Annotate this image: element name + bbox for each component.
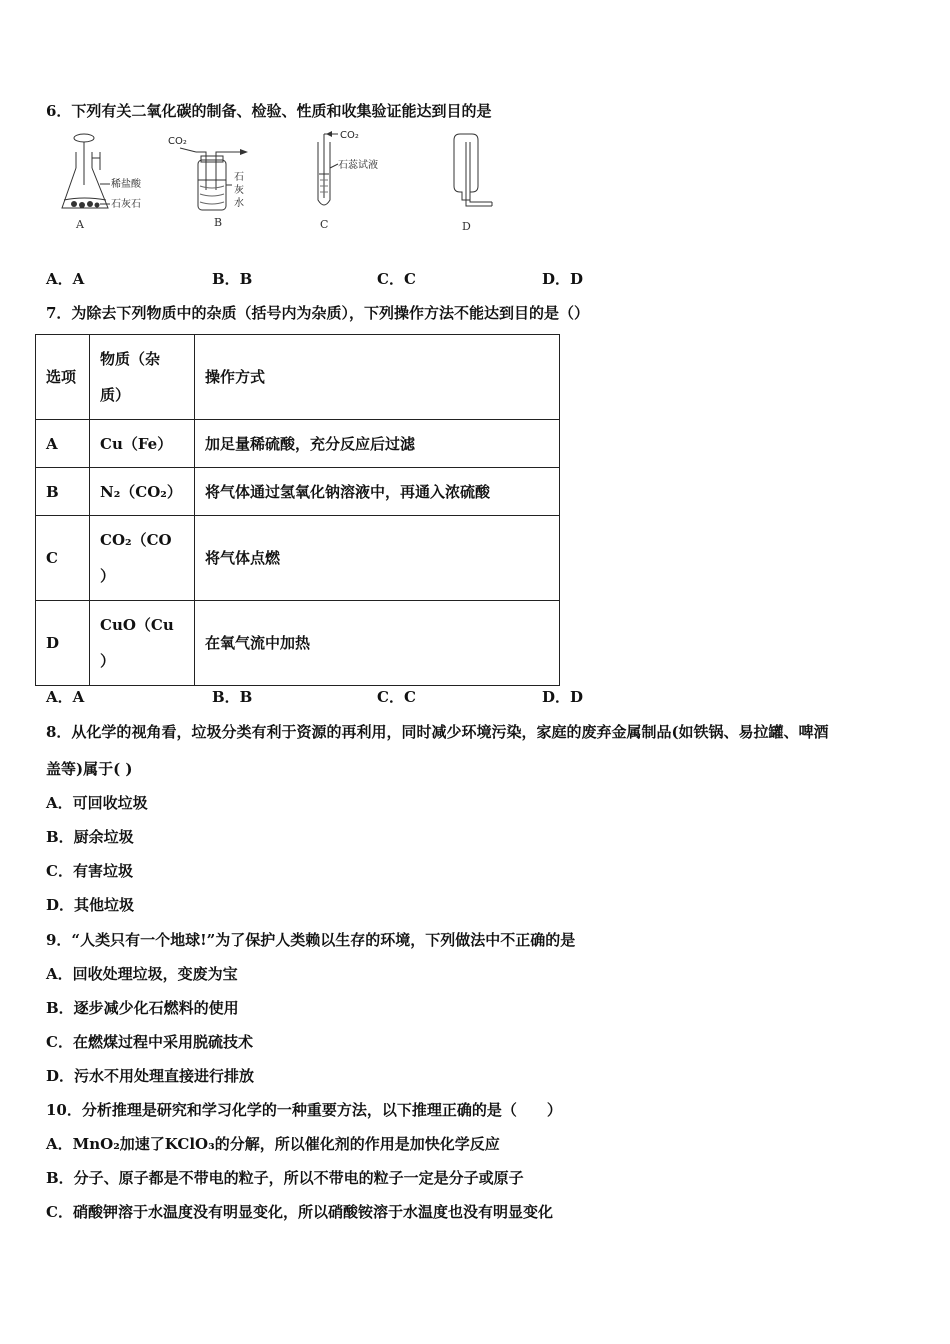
row-c-substance-line2: ） bbox=[100, 567, 116, 585]
q7-table bbox=[35, 334, 560, 686]
q7-option-a[interactable]: A．A bbox=[46, 688, 85, 706]
test-tube-icon bbox=[308, 130, 408, 230]
row-a-method: 加足量稀硫酸，充分反应后过滤 bbox=[195, 420, 560, 468]
header-method: 操作方式 bbox=[195, 335, 560, 420]
figure-b bbox=[168, 130, 268, 230]
inverted-bottle-icon bbox=[446, 130, 506, 230]
figure-b-co2: CO₂ bbox=[168, 136, 187, 147]
q6-option-b[interactable]: B．B bbox=[212, 270, 253, 288]
figure-d-label: D bbox=[462, 220, 471, 233]
figure-a-annotation-2: 石灰石 bbox=[111, 199, 141, 210]
table-row bbox=[36, 468, 560, 516]
header-substance-line1: 物质（杂 bbox=[100, 350, 161, 368]
q10-option-c[interactable]: C．硝酸钾溶于水温度没有明显变化，所以硝酸铵溶于水温度也没有明显变化 bbox=[46, 1203, 553, 1221]
q7-option-c[interactable]: C．C bbox=[377, 688, 416, 706]
row-c-method: 将气体点燃 bbox=[195, 516, 560, 601]
figure-b-label: B bbox=[214, 216, 223, 229]
row-d-substance-line2: ） bbox=[100, 652, 116, 670]
row-a-substance: Cu（Fe） bbox=[90, 420, 195, 468]
q9-option-c[interactable]: C．在燃煤过程中采用脱硫技术 bbox=[46, 1033, 253, 1051]
row-a-option: A bbox=[36, 420, 90, 468]
header-option: 选项 bbox=[36, 335, 90, 420]
q7-option-b[interactable]: B．B bbox=[212, 688, 253, 706]
q10-stem: 10．分析推理是研究和学习化学的一种重要方法，以下推理正确的是（ ） bbox=[46, 1101, 562, 1119]
table-row bbox=[36, 420, 560, 468]
table-header-row bbox=[36, 335, 560, 420]
figure-a-label: A bbox=[76, 218, 84, 231]
figure-b-annotation-3: 水 bbox=[234, 198, 244, 209]
q8-stem-line1: 8．从化学的视角看，垃圾分类有利于资源的再利用，同时减少环境污染，家庭的废弃金属制品(如铁锅、易拉罐、啤酒 bbox=[46, 723, 829, 741]
q6-figures bbox=[46, 130, 546, 240]
row-b-substance: N₂（CO₂） bbox=[90, 468, 195, 516]
q8-option-d[interactable]: D．其他垃圾 bbox=[46, 896, 135, 914]
q7-option-d[interactable]: D．D bbox=[542, 688, 584, 706]
figure-c-annotation: 石蕊试液 bbox=[338, 160, 378, 171]
q6-option-a[interactable]: A．A bbox=[46, 270, 85, 288]
q9-option-a[interactable]: A．回收处理垃圾，变废为宝 bbox=[46, 965, 238, 983]
q9-option-d[interactable]: D．污水不用处理直接进行排放 bbox=[46, 1067, 255, 1085]
row-d-substance-line1: CuO（Cu bbox=[100, 616, 174, 634]
q10-option-a[interactable]: A．MnO₂加速了KClO₃的分解，所以催化剂的作用是加快化学反应 bbox=[46, 1135, 500, 1153]
q8-stem-line2: 盖等)属于( ) bbox=[46, 760, 133, 778]
row-c-substance bbox=[90, 516, 195, 601]
header-substance-line2: 质） bbox=[100, 386, 131, 404]
row-d-option: D bbox=[36, 601, 90, 686]
flask-apparatus-icon bbox=[56, 130, 156, 230]
row-b-method: 将气体通过氢氧化钠溶液中，再通入浓硫酸 bbox=[195, 468, 560, 516]
row-b-option: B bbox=[36, 468, 90, 516]
q10-option-b[interactable]: B．分子、原子都是不带电的粒子，所以不带电的粒子一定是分子或原子 bbox=[46, 1169, 524, 1187]
row-d-method: 在氧气流中加热 bbox=[195, 601, 560, 686]
table-row bbox=[36, 601, 560, 686]
figure-b-annotation-1: 石 bbox=[234, 172, 244, 183]
q6-options bbox=[46, 268, 746, 290]
row-d-substance bbox=[90, 601, 195, 686]
figure-a bbox=[56, 130, 156, 230]
q7-stem: 7．为除去下列物质中的杂质（括号内为杂质），下列操作方法不能达到目的是（） bbox=[46, 304, 589, 322]
figure-d bbox=[446, 130, 506, 233]
figure-b-annotation-2: 灰 bbox=[234, 185, 244, 196]
q9-stem: 9．“人类只有一个地球!”为了保护人类赖以生存的环境，下列做法中不正确的是 bbox=[46, 931, 576, 949]
q8-option-c[interactable]: C．有害垃圾 bbox=[46, 862, 133, 880]
q7-options bbox=[46, 686, 746, 708]
figure-a-annotation-1: 稀盐酸 bbox=[111, 179, 141, 190]
row-c-option: C bbox=[36, 516, 90, 601]
gas-bottle-icon bbox=[168, 130, 268, 230]
table-row bbox=[36, 516, 560, 601]
header-substance bbox=[90, 335, 195, 420]
row-c-substance-line1: CO₂（CO bbox=[100, 531, 172, 549]
q9-option-b[interactable]: B．逐步减少化石燃料的使用 bbox=[46, 999, 239, 1017]
q6-option-c[interactable]: C．C bbox=[377, 270, 416, 288]
figure-c-label: C bbox=[320, 218, 329, 231]
q6-stem: 6．下列有关二氧化碳的制备、检验、性质和收集验证能达到目的是 bbox=[46, 102, 492, 120]
q8-option-b[interactable]: B．厨余垃圾 bbox=[46, 828, 134, 846]
q8-option-a[interactable]: A．可回收垃圾 bbox=[46, 794, 148, 812]
figure-c bbox=[308, 130, 408, 230]
q6-option-d[interactable]: D．D bbox=[542, 270, 584, 288]
figure-c-co2: CO₂ bbox=[340, 130, 359, 141]
